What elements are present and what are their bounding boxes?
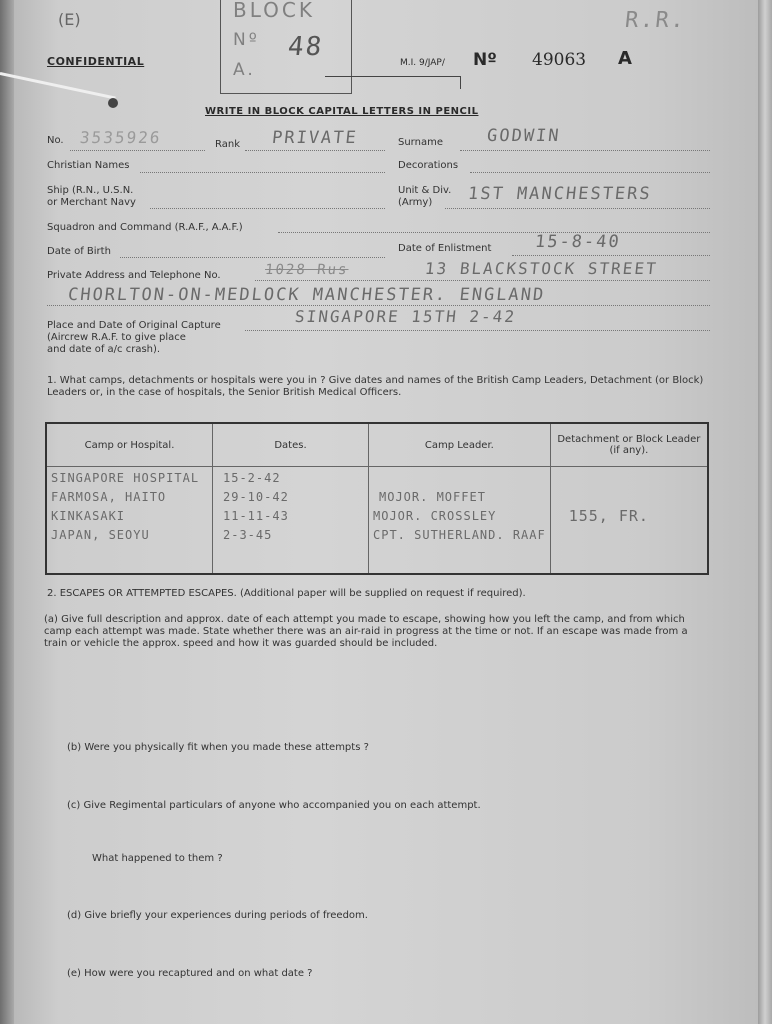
col-dates-header: Dates. [213, 423, 369, 467]
leader-cell: CPT. SUTHERLAND. RAAF [373, 528, 546, 542]
question-2a: (a) Give full description and approx. date of each attempt you made to escape, showing how you left the camp, and from which camp each attempt was made. State whether there was an air-raid in progress at the time or not. If an escape was made from a train or vehicle the approx. speed and how it was guarded should be included. [44, 614, 688, 649]
detachment-cell [569, 526, 703, 545]
stamp-bracket [325, 76, 461, 89]
surname-label: Surname [398, 137, 443, 148]
number-label: Nº [473, 50, 497, 70]
table-row [46, 467, 708, 575]
camp-cell: FARMOSA, HAITO [51, 490, 167, 504]
stamp-number: 48 [286, 32, 325, 62]
date-cell: 11-11-43 [223, 509, 289, 523]
squadron-label: Squadron and Command (R.A.F., A.A.F.) [47, 222, 243, 233]
unit-label-2: (Army) [398, 197, 433, 208]
ref-code: M.I. 9/JAP/ [400, 58, 445, 68]
decorations-label: Decorations [398, 160, 459, 171]
instruction-heading: WRITE IN BLOCK CAPITAL LETTERS IN PENCIL [205, 106, 479, 117]
tag-knot [108, 98, 118, 108]
dob-label: Date of Birth [47, 246, 111, 257]
table-header-row [46, 423, 708, 467]
question-2c: (c) Give Regimental particulars of anyone who accompanied you on each attempt. [67, 800, 481, 811]
question-2-title: 2. ESCAPES OR ATTEMPTED ESCAPES. (Additional paper will be supplied on request if required). [47, 588, 526, 599]
rank-label: Rank [215, 139, 240, 150]
stamp-line-1: BLOCK [233, 0, 315, 22]
address-struck: 1028 Rus [264, 262, 350, 278]
address-line-2: CHORLTON-ON-MEDLOCK MANCHESTER. ENGLAND [66, 285, 547, 305]
ship-label-2: or Merchant Navy [47, 197, 136, 208]
page-edge-left [0, 0, 14, 1024]
question-2d: (d) Give briefly your experiences during periods of freedom. [67, 910, 368, 921]
service-no-label: No. [47, 135, 64, 146]
initials-mark: R.R. [623, 8, 688, 33]
unit-value: 1ST MANCHESTERS [466, 184, 653, 204]
address-line-1: 13 BLACKSTOCK STREET [424, 259, 659, 278]
col-leader-header: Camp Leader. [369, 423, 551, 467]
question-2b: (b) Were you physically fit when you made these attempts ? [67, 742, 369, 753]
question-2c-followup: What happened to them ? [92, 853, 223, 864]
date-cell: 2-3-45 [223, 528, 273, 542]
question-2e: (e) How were you recaptured and on what date ? [67, 968, 313, 979]
camp-cell: SINGAPORE HOSPITAL [51, 471, 200, 485]
leader-cell [373, 469, 546, 488]
date-cell: 29-10-42 [223, 490, 289, 504]
surname-value: GODWIN [485, 126, 562, 146]
enlistment-value: 15-8-40 [533, 232, 622, 252]
confidential-label: CONFIDENTIAL [47, 55, 145, 68]
stamp-line-3: A. [233, 60, 256, 80]
capture-label-2: (Aircrew R.A.F. to give place [47, 332, 186, 343]
col-detachment-header: Detachment or Block Leader (if any). [550, 423, 708, 467]
date-cell: 15-2-42 [223, 471, 281, 485]
col-camp-header: Camp or Hospital. [46, 423, 213, 467]
question-1: 1. What camps, detachments or hospitals were you in ? Give dates and names of the British Camp Leaders, Detachment (or Block) Leaders or, in the case of hospitals, the Senior British Medical Officers. [47, 375, 704, 398]
camps-table [45, 422, 709, 575]
ship-label-1: Ship (R.N., U.S.N. [47, 185, 134, 196]
address-label: Private Address and Telephone No. [47, 270, 221, 281]
leader-cell: MOJOR. CROSSLEY [373, 509, 497, 523]
capture-value: SINGAPORE 15TH 2-42 [294, 307, 518, 326]
serial-number: 49063 [532, 50, 587, 70]
capture-label-1: Place and Date of Original Capture [47, 320, 221, 331]
christian-names-label: Christian Names [47, 160, 130, 171]
capture-label-3: and date of a/c crash). [47, 344, 161, 355]
serial-suffix: A [618, 48, 632, 69]
unit-label-1: Unit & Div. [398, 185, 452, 196]
rank-value: PRIVATE [270, 128, 359, 148]
detachment-cell: 155, FR. [568, 507, 649, 525]
camp-cell: KINKASAKI [51, 509, 126, 523]
enlistment-label: Date of Enlistment [398, 243, 492, 254]
corner-mark: (E) [58, 10, 81, 29]
page-edge-right [758, 0, 772, 1024]
stamp-line-2: Nº [233, 30, 260, 50]
detachment-cell [569, 469, 703, 488]
leader-cell: MOJOR. MOFFET [379, 490, 486, 504]
detachment-cell [569, 488, 703, 507]
camp-cell: JAPAN, SEOYU [51, 528, 150, 542]
service-no-value: 3535926 [79, 128, 163, 147]
